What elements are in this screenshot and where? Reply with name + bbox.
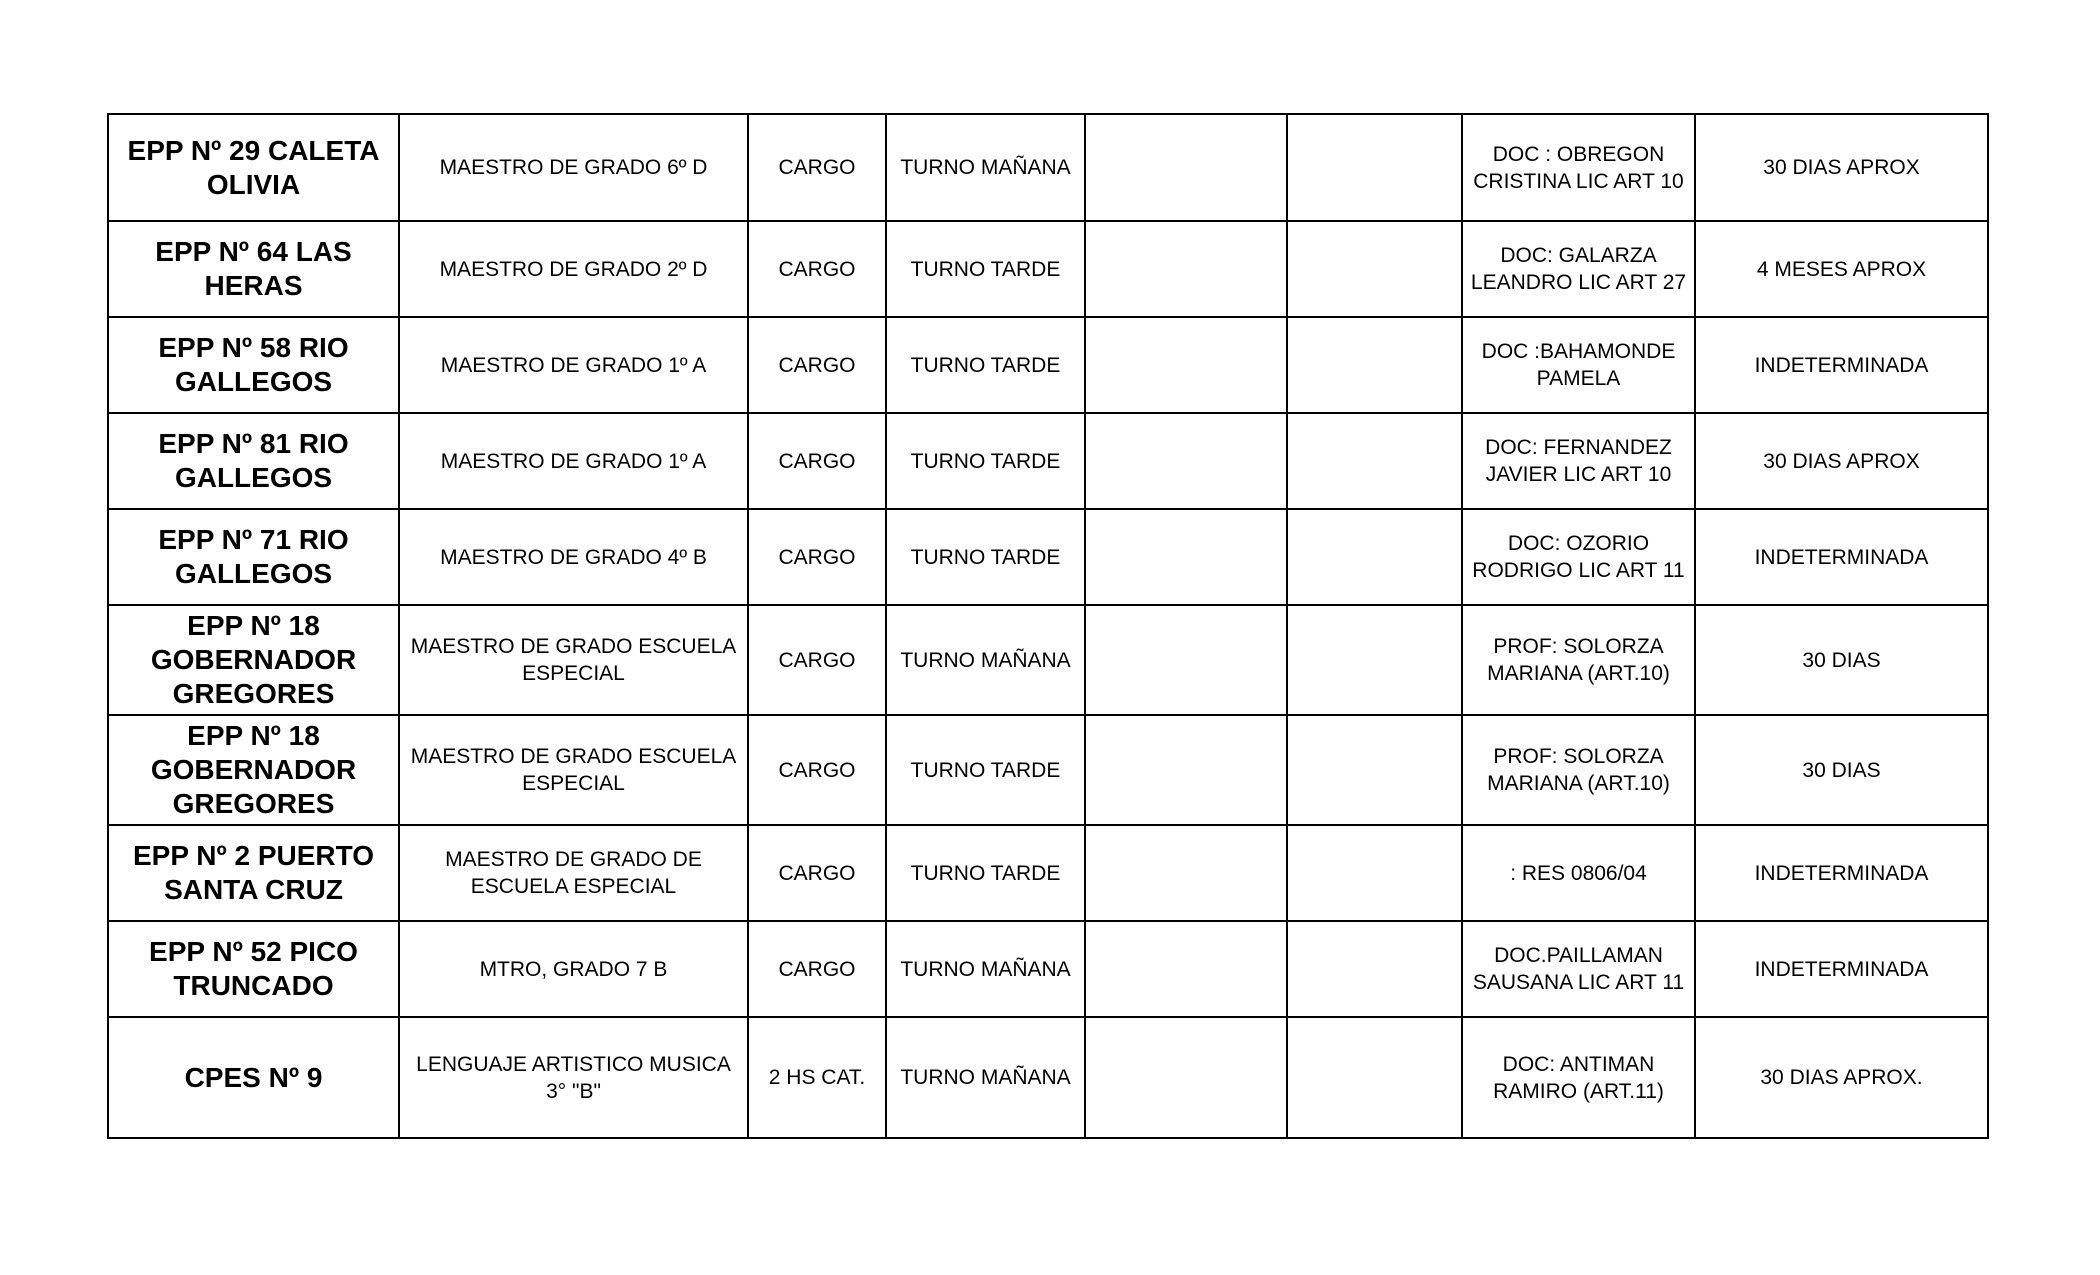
duration-cell: 30 DIAS APROX. — [1695, 1017, 1988, 1138]
type-cell: CARGO — [748, 509, 886, 605]
replacing-cell: DOC: ANTIMAN RAMIRO (ART.11) — [1462, 1017, 1695, 1138]
type-cell: CARGO — [748, 921, 886, 1017]
school-cell: EPP Nº 18 GOBERNADOR GREGORES — [108, 715, 399, 825]
position-cell: MAESTRO DE GRADO 4º B — [399, 509, 748, 605]
position-cell: MAESTRO DE GRADO 1º A — [399, 413, 748, 509]
empty-cell — [1287, 317, 1462, 413]
school-cell: EPP Nº 64 LAS HERAS — [108, 221, 399, 317]
empty-cell — [1085, 715, 1287, 825]
table-row — [108, 1017, 1988, 1138]
school-cell: EPP Nº 29 CALETA OLIVIA — [108, 114, 399, 221]
empty-cell — [1085, 825, 1287, 921]
position-cell: MAESTRO DE GRADO 1º A — [399, 317, 748, 413]
shift-cell: TURNO TARDE — [886, 715, 1085, 825]
empty-cell — [1287, 509, 1462, 605]
empty-cell — [1287, 921, 1462, 1017]
type-cell: CARGO — [748, 825, 886, 921]
type-cell: CARGO — [748, 715, 886, 825]
empty-cell — [1085, 921, 1287, 1017]
shift-cell: TURNO TARDE — [886, 825, 1085, 921]
duration-cell: INDETERMINADA — [1695, 317, 1988, 413]
replacing-cell: DOC : OBREGON CRISTINA LIC ART 10 — [1462, 114, 1695, 221]
table-row — [108, 825, 1988, 921]
position-cell: MAESTRO DE GRADO 2º D — [399, 221, 748, 317]
empty-cell — [1287, 825, 1462, 921]
type-cell: CARGO — [748, 221, 886, 317]
position-cell: MAESTRO DE GRADO ESCUELA ESPECIAL — [399, 605, 748, 715]
duration-cell: 30 DIAS APROX — [1695, 114, 1988, 221]
shift-cell: TURNO TARDE — [886, 317, 1085, 413]
vacancies-table — [107, 113, 1989, 1139]
position-cell: MAESTRO DE GRADO DE ESCUELA ESPECIAL — [399, 825, 748, 921]
replacing-cell: : RES 0806/04 — [1462, 825, 1695, 921]
school-cell: EPP Nº 18 GOBERNADOR GREGORES — [108, 605, 399, 715]
empty-cell — [1085, 413, 1287, 509]
duration-cell: INDETERMINADA — [1695, 509, 1988, 605]
replacing-cell: PROF: SOLORZA MARIANA (ART.10) — [1462, 715, 1695, 825]
empty-cell — [1085, 509, 1287, 605]
position-cell: LENGUAJE ARTISTICO MUSICA 3° "B" — [399, 1017, 748, 1138]
replacing-cell: DOC: OZORIO RODRIGO LIC ART 11 — [1462, 509, 1695, 605]
table-row — [108, 715, 1988, 825]
empty-cell — [1287, 715, 1462, 825]
table-row — [108, 317, 1988, 413]
type-cell: CARGO — [748, 605, 886, 715]
position-cell: MAESTRO DE GRADO ESCUELA ESPECIAL — [399, 715, 748, 825]
table-row — [108, 921, 1988, 1017]
empty-cell — [1287, 1017, 1462, 1138]
table-row — [108, 221, 1988, 317]
type-cell: CARGO — [748, 114, 886, 221]
duration-cell: 30 DIAS — [1695, 605, 1988, 715]
school-cell: EPP Nº 71 RIO GALLEGOS — [108, 509, 399, 605]
empty-cell — [1085, 221, 1287, 317]
shift-cell: TURNO TARDE — [886, 509, 1085, 605]
school-cell: EPP Nº 58 RIO GALLEGOS — [108, 317, 399, 413]
duration-cell: 30 DIAS APROX — [1695, 413, 1988, 509]
type-cell: CARGO — [748, 317, 886, 413]
position-cell: MAESTRO DE GRADO 6º D — [399, 114, 748, 221]
duration-cell: INDETERMINADA — [1695, 825, 1988, 921]
replacing-cell: DOC :BAHAMONDE PAMELA — [1462, 317, 1695, 413]
type-cell: CARGO — [748, 413, 886, 509]
replacing-cell: DOC: GALARZA LEANDRO LIC ART 27 — [1462, 221, 1695, 317]
empty-cell — [1287, 605, 1462, 715]
empty-cell — [1085, 1017, 1287, 1138]
position-cell: MTRO, GRADO 7 B — [399, 921, 748, 1017]
empty-cell — [1085, 114, 1287, 221]
shift-cell: TURNO MAÑANA — [886, 921, 1085, 1017]
school-cell: EPP Nº 81 RIO GALLEGOS — [108, 413, 399, 509]
shift-cell: TURNO TARDE — [886, 221, 1085, 317]
shift-cell: TURNO TARDE — [886, 413, 1085, 509]
table-row — [108, 114, 1988, 221]
empty-cell — [1085, 605, 1287, 715]
school-cell: EPP Nº 52 PICO TRUNCADO — [108, 921, 399, 1017]
shift-cell: TURNO MAÑANA — [886, 1017, 1085, 1138]
replacing-cell: PROF: SOLORZA MARIANA (ART.10) — [1462, 605, 1695, 715]
school-cell: EPP Nº 2 PUERTO SANTA CRUZ — [108, 825, 399, 921]
replacing-cell: DOC.PAILLAMAN SAUSANA LIC ART 11 — [1462, 921, 1695, 1017]
table-row — [108, 605, 1988, 715]
duration-cell: 4 MESES APROX — [1695, 221, 1988, 317]
empty-cell — [1085, 317, 1287, 413]
shift-cell: TURNO MAÑANA — [886, 114, 1085, 221]
duration-cell: 30 DIAS — [1695, 715, 1988, 825]
duration-cell: INDETERMINADA — [1695, 921, 1988, 1017]
table-row — [108, 413, 1988, 509]
replacing-cell: DOC: FERNANDEZ JAVIER LIC ART 10 — [1462, 413, 1695, 509]
table-row — [108, 509, 1988, 605]
empty-cell — [1287, 413, 1462, 509]
empty-cell — [1287, 114, 1462, 221]
school-cell: CPES Nº 9 — [108, 1017, 399, 1138]
empty-cell — [1287, 221, 1462, 317]
type-cell: 2 HS CAT. — [748, 1017, 886, 1138]
shift-cell: TURNO MAÑANA — [886, 605, 1085, 715]
